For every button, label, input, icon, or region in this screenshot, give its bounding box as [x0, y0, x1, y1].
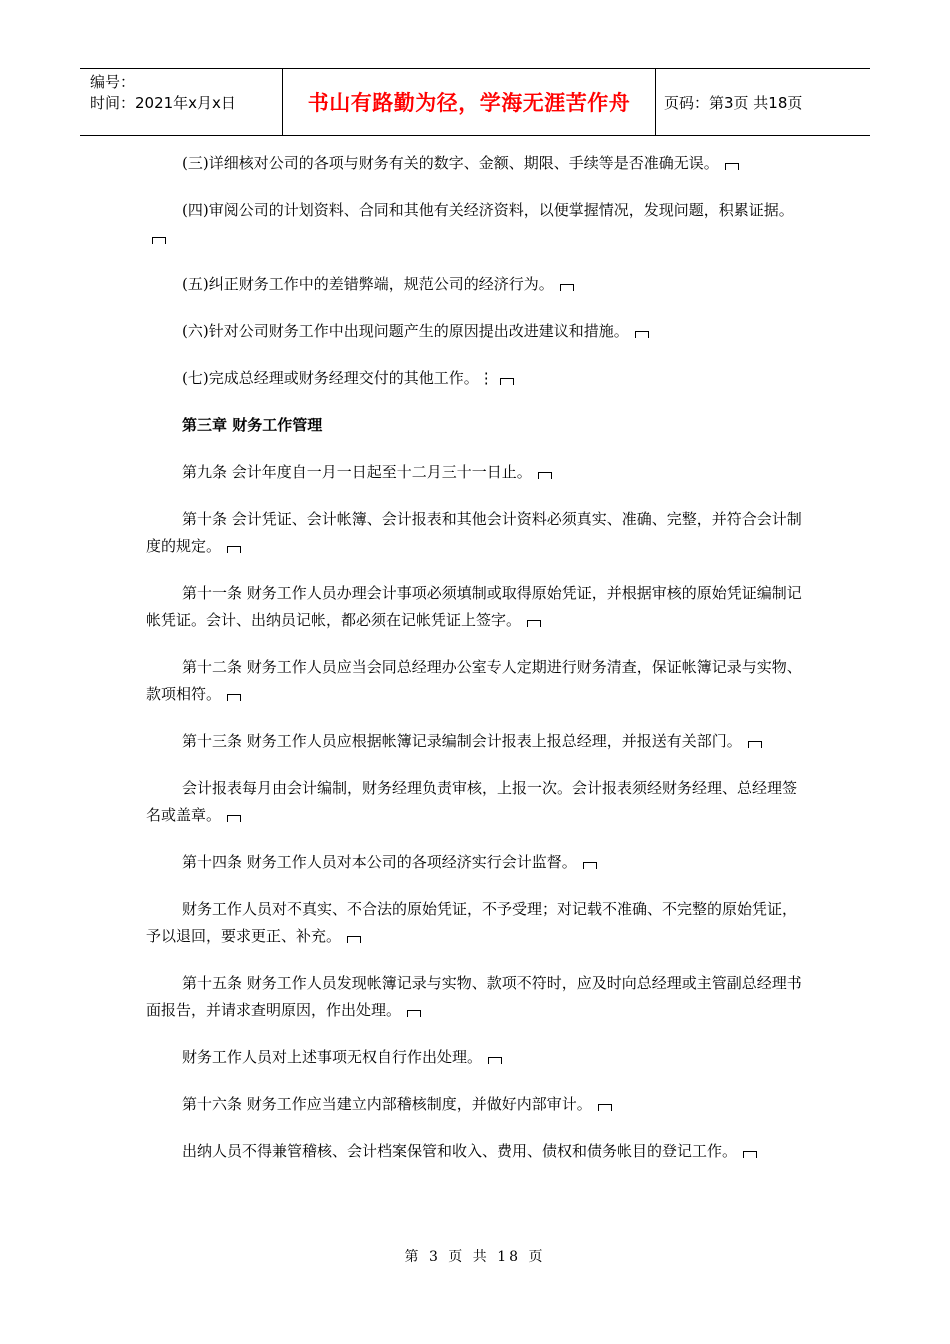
paragraph: (七)完成总经理或财务经理交付的其他工作。⋮ [146, 365, 806, 392]
paragraph: 第十一条 财务工作人员办理会计事项必须填制或取得原始凭证，并根据审核的原始凭证编制记帐凭证。会计、出纳员记帐，都必须在记帐凭证上签字。 [146, 584, 802, 629]
paragraph-mark-icon [725, 163, 739, 170]
paragraph-mark-icon [635, 331, 649, 338]
paragraph-mark-icon [347, 936, 361, 943]
document-header [80, 68, 870, 136]
paragraph: 第十条 会计凭证、会计帐簿、会计报表和其他会计资料必须真实、准确、完整，并符合会计制度的规定。 [146, 510, 802, 555]
header-motto: 书山有路勤为径，学海无涯苦作舟 [283, 69, 656, 135]
paragraph: 第九条 会计年度自一月一日起至十二月三十一日止。 [146, 459, 806, 486]
paragraph: (三)详细核对公司的各项与财务有关的数字、金额、期限、手续等是否准确无误。 [146, 150, 806, 177]
paragraph: (六)针对公司财务工作中出现问题产生的原因提出改进建议和措施。 [146, 318, 806, 345]
paragraph: 第十三条 财务工作人员应根据帐簿记录编制会计报表上报总经理，并报送有关部门。 [146, 728, 806, 755]
paragraph-mark-icon [500, 378, 514, 385]
paragraph-mark-icon [743, 1151, 757, 1158]
paragraph-mark-icon [152, 237, 166, 244]
paragraph: (四)审阅公司的计划资料、合同和其他有关经济资料，以便掌握情况，发现问题，积累证据。 [146, 197, 806, 251]
header-meta [80, 69, 283, 135]
paragraph: 财务工作人员对上述事项无权自行作出处理。 [146, 1044, 806, 1071]
paragraph-mark-icon [748, 741, 762, 748]
chapter-heading: 第三章 财务工作管理 [182, 416, 323, 434]
paragraph-mark-icon [227, 815, 241, 822]
paragraph-mark-icon [598, 1104, 612, 1111]
paragraph-mark-icon [407, 1010, 421, 1017]
paragraph: 第十五条 财务工作人员发现帐簿记录与实物、款项不符时，应及时向总经理或主管副总经理书面报告，并请求查明原因，作出处理。 [146, 974, 802, 1019]
paragraph-mark-icon [227, 694, 241, 701]
header-page-info: 页码：第3页 共18页 [664, 93, 803, 112]
number-label: 编号： [90, 73, 136, 91]
paragraph: (五)纠正财务工作中的差错弊端，规范公司的经济行为。 [146, 271, 806, 298]
paragraph: 第十四条 财务工作人员对本公司的各项经济实行会计监督。 [146, 849, 806, 876]
paragraph: 会计报表每月由会计编制，财务经理负责审核，上报一次。会计报表须经财务经理、总经理签名或盖章。 [146, 779, 798, 824]
page-footer: 第 3 页 共 18 页 [404, 1249, 546, 1265]
document-body [146, 150, 806, 1185]
paragraph: 第十六条 财务工作应当建立内部稽核制度，并做好内部审计。 [146, 1091, 806, 1118]
paragraph-mark-icon [560, 284, 574, 291]
paragraph-mark-icon [527, 620, 541, 627]
paragraph-mark-icon [583, 862, 597, 869]
time-label: 时间：2021年x月x日 [90, 94, 236, 112]
paragraph-mark-icon [488, 1057, 502, 1064]
paragraph-mark-icon [538, 472, 552, 479]
paragraph: 出纳人员不得兼管稽核、会计档案保管和收入、费用、债权和债务帐目的登记工作。 [146, 1138, 806, 1165]
paragraph: 财务工作人员对不真实、不合法的原始凭证，不予受理；对记载不准确、不完整的原始凭证，予以退回，要求更正、补充。 [146, 900, 798, 945]
paragraph: 第十二条 财务工作人员应当会同总经理办公室专人定期进行财务清查，保证帐簿记录与实物、款项相符。 [146, 658, 802, 703]
paragraph-mark-icon [227, 546, 241, 553]
